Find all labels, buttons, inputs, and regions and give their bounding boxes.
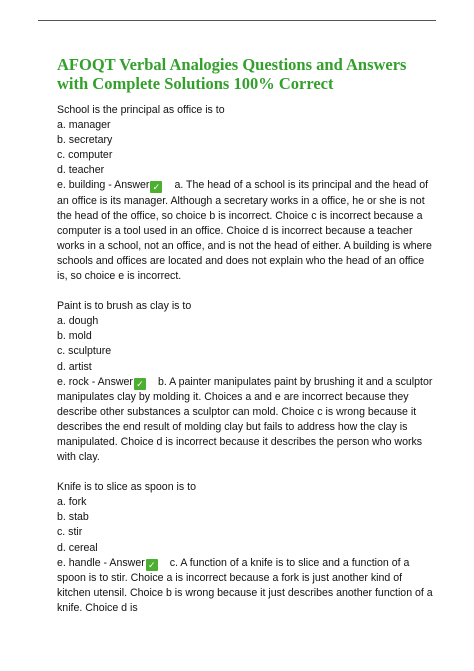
question-2 xyxy=(57,299,437,465)
option-a: a. fork xyxy=(57,496,87,509)
answer-paragraph xyxy=(57,178,437,284)
check-mark-icon: ✓ xyxy=(146,559,158,571)
question-list xyxy=(57,103,437,616)
option-c: c. sculpture xyxy=(57,345,112,358)
answer-explanation: a. The head of a school is its principal and the head of an office is its manager. Although a secretary works in a office, he or she is not the head of the office, so choice b is incorrect. Choice c is incorrect because a computer is a tool used in an office. Choice d is incorrect because a teacher works in a school, not an office, and is not the head of either. A building is where schools and offices are located and does not explain who the head of an office is, so choice e is incorrect. xyxy=(57,179,432,283)
question-prompt: Paint is to brush as clay is to xyxy=(57,300,192,313)
option-d: d. teacher xyxy=(57,164,105,177)
question-3 xyxy=(57,480,437,616)
option-b: b. stab xyxy=(57,511,89,524)
question-prompt: School is the principal as office is to xyxy=(57,104,225,116)
header-rule xyxy=(38,20,436,21)
option-b: b. mold xyxy=(57,330,92,343)
answer-line: e. handle - Answer xyxy=(57,556,145,569)
option-a: a. dough xyxy=(57,315,99,328)
option-c: c. stir xyxy=(57,526,83,539)
answer-explanation: c. A function of a knife is to slice and a function of a spoon is to stir. Choice a is incorrect because a fork is just another kind of kitchen utensil. Choice b is wrong because it just describes another function of a knife. Choice d is xyxy=(57,556,433,614)
answer-paragraph xyxy=(57,556,437,616)
check-mark-icon: ✓ xyxy=(150,181,162,193)
option-d: d. artist xyxy=(57,360,92,373)
answer-line: e. rock - Answer xyxy=(57,375,133,388)
option-a: a. manager xyxy=(57,119,111,132)
document-title: AFOQT Verbal Analogies Questions and Answers with Complete Solutions 100% Correct xyxy=(57,55,407,93)
check-mark-icon: ✓ xyxy=(134,378,146,390)
answer-paragraph xyxy=(57,375,437,466)
option-c: c. computer xyxy=(57,149,113,162)
option-d: d. cereal xyxy=(57,541,98,554)
question-prompt: Knife is to slice as spoon is to xyxy=(57,481,196,494)
answer-explanation: b. A painter manipulates paint by brushing it and a sculptor manipulates clay by molding it. Choices a and e are incorrect because they describe other substances a sculptor can mold. Choice c is wrong because it describes the end result of molding clay but fails to address how the clay is manipulated. Choice d is incorrect because it describes the person who works with clay. xyxy=(57,375,433,464)
answer-line: e. building - Answer xyxy=(57,179,150,192)
document-page xyxy=(57,55,437,631)
option-b: b. secretary xyxy=(57,134,113,147)
question-1 xyxy=(57,103,437,284)
